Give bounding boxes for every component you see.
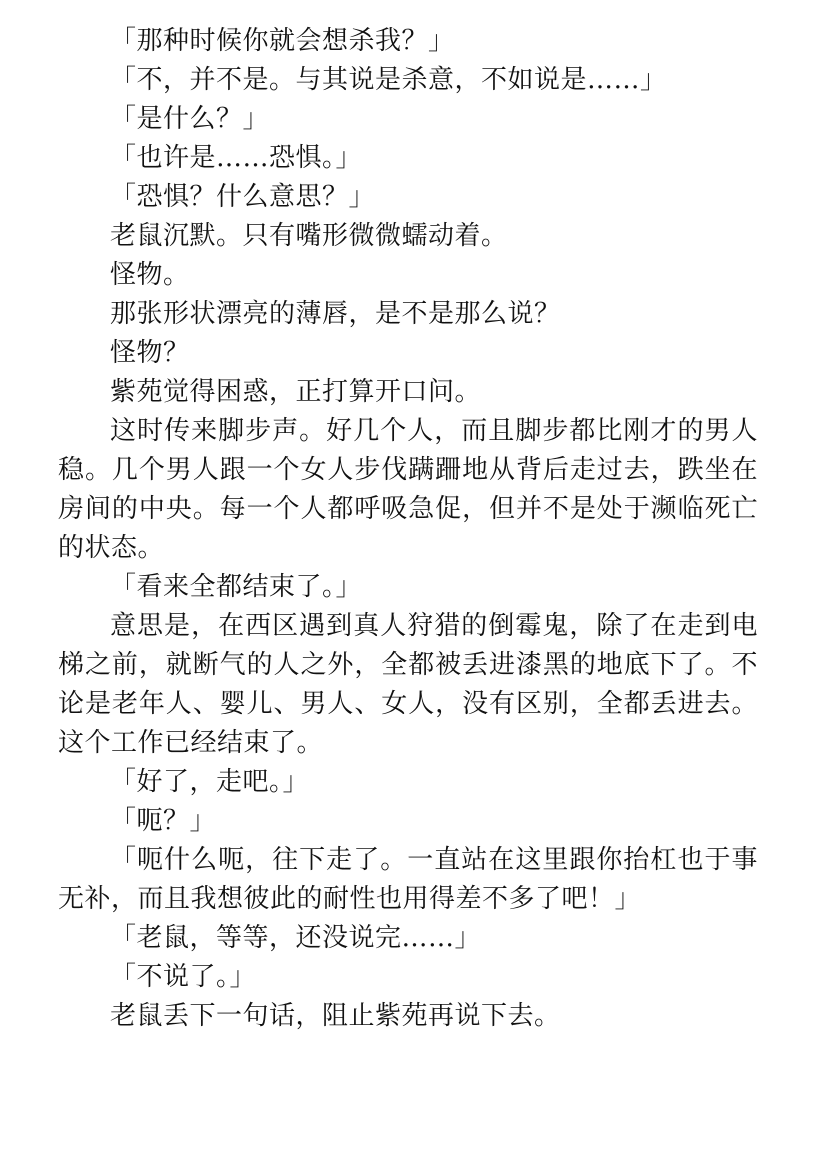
paragraph: 老鼠沉默。只有嘴形微微蠕动着。	[110, 221, 508, 251]
paragraph: 「不，并不是。与其说是杀意，不如说是……」	[110, 65, 667, 95]
paragraph: 这时传来脚步声。好几个人，而且脚步都比刚才的男人稳。几个男人跟一个女人步伐蹒跚地从背后走过去，跌坐在房间的中央。每一个人都呼吸急促，但并不是处于濒临死亡的状态。	[58, 416, 758, 563]
paragraph: 「那种时候你就会想杀我？」	[110, 26, 455, 56]
paragraph: 「也许是……恐惧。」	[110, 143, 363, 173]
paragraph: 「老鼠，等等，还没说完……」	[110, 923, 482, 953]
paragraph: 老鼠丢下一句话，阻止紫苑再说下去。	[110, 1001, 561, 1031]
paragraph: 「是什么？」	[110, 104, 270, 134]
paragraph: 「恐惧？什么意思？」	[110, 182, 376, 212]
paragraph: 「看来全都结束了。」	[110, 572, 363, 602]
paragraph: 「呃什么呃，往下走了。一直站在这里跟你抬杠也于事无补，而且我想彼此的耐性也用得差不多了吧！」	[58, 845, 758, 914]
page-text	[58, 22, 758, 1036]
paragraph: 怪物？	[110, 338, 190, 368]
paragraph: 怪物。	[110, 260, 190, 290]
paragraph: 「呃？」	[110, 806, 217, 836]
paragraph: 意思是，在西区遇到真人狩猎的倒霉鬼，除了在走到电梯之前，就断气的人之外，全都被丢进漆黑的地底下了。不论是老年人、婴儿、男人、女人，没有区别，全都丢进去。这个工作已经结束了。	[58, 611, 758, 758]
paragraph: 那张形状漂亮的薄唇，是不是那么说？	[110, 299, 561, 329]
paragraph: 「不说了。」	[110, 962, 257, 992]
paragraph: 「好了，走吧。」	[110, 767, 310, 797]
paragraph: 紫苑觉得困惑，正打算开口问。	[110, 377, 482, 407]
